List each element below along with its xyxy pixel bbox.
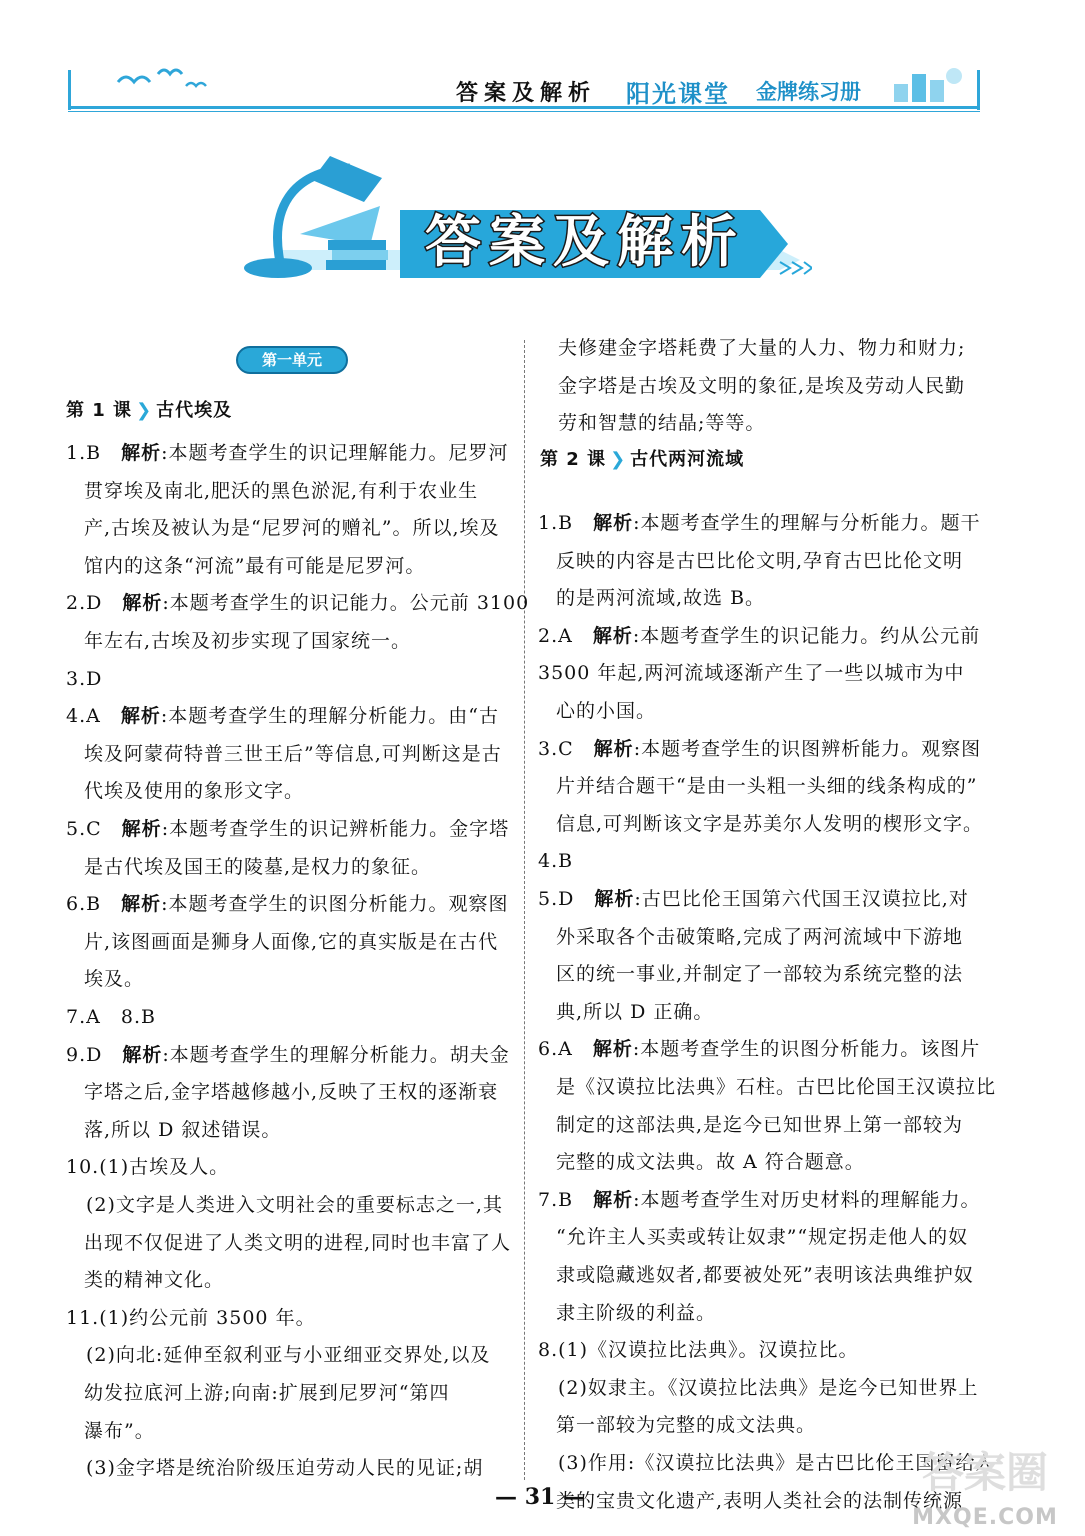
answer-text: 完整的成文法典。故 A 符合题意。 <box>556 1151 865 1174</box>
answer-text: 4.B <box>538 850 574 873</box>
answer-text: 出现不仅促进了人类文明的进程,同时也丰富了人 <box>84 1231 512 1254</box>
title-banner <box>240 150 812 290</box>
watermark <box>900 1440 1070 1530</box>
answer-text: 4.A <box>66 705 121 728</box>
analysis-label: 解析 <box>122 1043 163 1066</box>
running-header <box>68 62 980 112</box>
answer-line <box>84 742 502 766</box>
answer-line <box>66 1456 483 1480</box>
answer-text: 反映的内容是古巴比伦文明,孕育古巴比伦文明 <box>556 549 964 572</box>
answer-line <box>538 511 981 535</box>
answer-line <box>556 699 656 723</box>
answer-text: 落,所以 D 叙述错误。 <box>84 1118 282 1141</box>
answer-text: (3)作用:《汉谟拉比法典》是古巴比伦王国留给人 <box>538 1452 996 1474</box>
answer-line <box>556 1113 963 1137</box>
answer-line <box>84 967 144 991</box>
answer-text: 3.D <box>66 667 103 690</box>
answer-line <box>66 1193 503 1217</box>
answer-text: 5.C <box>66 818 122 840</box>
analysis-label: 解析 <box>593 737 634 760</box>
answer-text: 的是两河流域,故选 B。 <box>556 587 766 610</box>
answer-line <box>556 1225 968 1249</box>
answer-text: 11.(1)约公元前 3500 年。 <box>66 1306 316 1329</box>
answer-text: 类的宝贵文化遗产,表明人类社会的法制传统源 <box>556 1489 964 1512</box>
answer-line <box>558 374 965 398</box>
lesson-number: 第 1 课 <box>66 400 133 421</box>
watermark-logo: 答案圈 <box>921 1448 1048 1497</box>
answer-line <box>538 849 573 873</box>
answer-text: 外采取各个击破策略,完成了两河流域中下游地 <box>556 925 964 948</box>
answer-line <box>84 1231 511 1255</box>
answer-line <box>84 554 425 578</box>
lesson-number: 第 2 课 <box>540 449 607 470</box>
header-rule-thin <box>68 111 980 112</box>
answer-text: 埃及阿蒙荷特普三世王后”等信息,可判断这是古 <box>84 742 502 765</box>
answer-text: “允许主人买卖或转让奴隶”“规定拐走他人的奴 <box>556 1226 969 1249</box>
answer-text: 金字塔是古埃及文明的象征,是埃及劳动人民勤 <box>558 374 966 397</box>
answer-line <box>84 1268 224 1292</box>
answer-text: 隶或隐藏逃奴者,都要被处死”表明该法典维护奴 <box>556 1264 974 1286</box>
answer-line <box>556 925 963 949</box>
answer-line <box>84 516 500 540</box>
answer-text: 信息,可判断该文字是苏美尔人发明的楔形文字。 <box>556 812 984 835</box>
answer-line <box>556 1075 996 1099</box>
answer-text: 区的统一事业,并制定了一部较为系统完整的法 <box>556 963 964 986</box>
answer-line <box>66 441 509 465</box>
lesson-heading <box>540 448 744 472</box>
answer-line <box>84 629 411 653</box>
answer-text: :古巴比伦王国第六代国王汉谟拉比,对 <box>634 888 969 910</box>
answer-line <box>538 737 981 761</box>
lesson-title: 古代埃及 <box>156 400 233 421</box>
answer-text: 埃及。 <box>84 968 145 991</box>
answer-line <box>66 591 529 615</box>
answer-line <box>66 892 509 916</box>
answer-line <box>556 962 963 986</box>
answer-text: 劳和智慧的结晶;等等。 <box>558 412 766 435</box>
answer-text: 典,所以 D 正确。 <box>556 1000 714 1023</box>
answer-text: 6.B <box>66 893 122 916</box>
header-brand: 阳光课堂 <box>626 80 730 108</box>
answer-line <box>556 1263 974 1287</box>
answer-text: (2)向北:延伸至叙利亚与小亚细亚交界处,以及 <box>66 1344 491 1367</box>
header-left-bar <box>68 70 71 110</box>
answer-text: 字塔之后,金字塔越修越小,反映了王权的逐渐衰 <box>84 1081 499 1104</box>
banner-title-text: 答案及解析 <box>425 210 745 275</box>
answer-line <box>556 1150 865 1174</box>
answer-text: (2)奴隶主。《汉谟拉比法典》是迄今已知世界上 <box>538 1376 979 1399</box>
answer-text: 3500 年起,两河流域逐渐产生了一些以城市为中 <box>538 662 965 685</box>
answer-line <box>66 1043 510 1067</box>
analysis-label: 解析 <box>593 1188 634 1211</box>
column-divider <box>524 340 526 1480</box>
analysis-label: 解析 <box>592 624 633 647</box>
answer-text: :本题考查学生的识记能力。公元前 3100 <box>162 592 530 615</box>
answer-text: 瀑布”。 <box>84 1419 155 1442</box>
answer-text: :本题考查学生的理解与分析能力。题干 <box>633 512 981 534</box>
answer-line <box>84 479 478 503</box>
answer-line <box>556 774 977 798</box>
answer-line <box>84 1080 498 1104</box>
answer-line <box>84 930 498 954</box>
analysis-label: 解析 <box>593 512 634 534</box>
answer-text: 2.A <box>538 624 593 647</box>
header-section-title: 答案及解析 <box>456 81 597 106</box>
answer-text: 8.(1)《汉谟拉比法典》。汉谟拉比。 <box>538 1339 859 1362</box>
answer-text: 是古代埃及国王的陵墓,是权力的象征。 <box>84 855 432 878</box>
answer-text: 是《汉谟拉比法典》石柱。古巴比伦国王汉谟拉比 <box>556 1076 997 1098</box>
answer-text: 9.D <box>66 1043 123 1066</box>
answer-text: 6.A <box>538 1038 593 1061</box>
answer-line <box>66 1343 490 1367</box>
answer-line <box>66 817 509 841</box>
analysis-label: 解析 <box>120 705 161 728</box>
answer-line <box>556 1413 816 1437</box>
banner-title <box>400 208 770 278</box>
answer-line <box>538 887 969 911</box>
answer-line <box>84 779 304 803</box>
answer-text: 隶主阶级的利益。 <box>556 1301 717 1324</box>
answer-text: 片,该图画面是狮身人面像,它的真实版是在古代 <box>84 930 499 953</box>
answer-line <box>556 586 765 610</box>
answer-line <box>538 1376 978 1400</box>
answer-text: 1.B <box>538 512 594 534</box>
analysis-label: 解析 <box>121 442 162 464</box>
answer-text: 第一部较为完整的成文法典。 <box>556 1414 817 1437</box>
answer-line <box>66 1155 229 1179</box>
answer-text: :本题考查学生的识图分析能力。观察图 <box>161 893 509 916</box>
answer-text: 馆内的这条“河流”最有可能是尼罗河。 <box>84 554 426 577</box>
analysis-label: 解析 <box>592 1038 633 1061</box>
answer-text: :本题考查学生的理解分析能力。由“古 <box>160 705 499 728</box>
answer-line <box>66 704 499 728</box>
chevron-right-icon: ❯ <box>136 400 153 421</box>
answer-line <box>84 855 431 879</box>
answer-text: 5.D <box>538 888 595 910</box>
answer-text: :本题考查学生的识图辨析能力。观察图 <box>633 737 982 760</box>
answer-text: 幼发拉底河上游;向南:扩展到尼罗河“第四 <box>84 1382 450 1404</box>
answer-text: 年左右,古埃及初步实现了国家统一。 <box>84 630 412 652</box>
answer-text: 产,古埃及被认为是“尼罗河的赠礼”。所以,埃及 <box>84 517 500 540</box>
answer-line <box>538 1338 859 1362</box>
answer-text: 7.B <box>538 1188 594 1211</box>
answer-text: 心的小国。 <box>556 700 657 722</box>
answer-text: 贯穿埃及南北,肥沃的黑色淤泥,有利于农业生 <box>84 479 479 502</box>
answer-text: (2)文字是人类进入文明社会的重要标志之一,其 <box>66 1194 503 1216</box>
answer-text: :本题考查学生对历史材料的理解能力。 <box>633 1188 981 1211</box>
answer-text: 夫修建金字塔耗费了大量的人力、物力和财力; <box>558 337 966 359</box>
answer-line <box>556 549 963 573</box>
answer-text: :本题考查学生的识记辨析能力。金字塔 <box>161 818 510 840</box>
answer-line <box>558 411 765 435</box>
analysis-label: 解析 <box>121 893 162 916</box>
analysis-label: 解析 <box>121 818 162 840</box>
answer-text: :本题考查学生的识记理解能力。尼罗河 <box>161 442 509 464</box>
analysis-label: 解析 <box>122 592 163 615</box>
answer-text: 制定的这部法典,是迄今已知世界上第一部较为 <box>556 1113 964 1136</box>
answer-line <box>538 661 964 685</box>
answer-line <box>558 336 965 360</box>
answer-line <box>538 1037 980 1061</box>
answer-line <box>84 1118 281 1142</box>
answer-line <box>556 812 983 836</box>
answer-line <box>84 1419 155 1443</box>
answer-line <box>538 1188 981 1212</box>
answer-line <box>538 624 980 648</box>
lesson-heading <box>66 399 232 423</box>
answer-line <box>66 667 102 691</box>
answer-text: 代埃及使用的象形文字。 <box>84 780 305 803</box>
unit-badge: 第一单元 <box>236 346 348 374</box>
chevron-right-icon: ❯ <box>610 449 627 470</box>
answer-text: 类的精神文化。 <box>84 1269 225 1292</box>
answer-line <box>556 1000 713 1024</box>
answer-text: 片并结合题干“是由一头粗一头细的线条构成的” <box>556 775 978 798</box>
answer-line <box>66 1005 156 1029</box>
answer-text: 10.(1)古埃及人。 <box>66 1156 230 1179</box>
page-number: — 31 — <box>495 1484 585 1510</box>
answer-line <box>84 1381 450 1405</box>
answer-text: (3)金字塔是统治阶级压迫劳动人民的见证;胡 <box>66 1457 484 1480</box>
answer-text: :本题考查学生的理解分析能力。胡夫金 <box>162 1043 510 1066</box>
header-book-title: 金牌练习册 <box>756 80 861 104</box>
lesson-title: 古代两河流域 <box>630 449 745 470</box>
answer-text: 7.A 8.B <box>66 1006 156 1028</box>
birds-icon <box>108 62 218 98</box>
answer-line <box>66 1306 316 1330</box>
answer-line <box>556 1301 716 1325</box>
answer-text: 3.C <box>538 737 594 760</box>
answer-text: :本题考查学生的识图分析能力。该图片 <box>632 1038 981 1061</box>
answer-text: :本题考查学生的识记能力。约从公元前 <box>632 624 981 647</box>
header-decoration-icon <box>888 62 968 106</box>
answer-text: 1.B <box>66 442 122 464</box>
watermark-url: MXQE.COM <box>912 1505 1058 1530</box>
header-right-bar <box>977 70 980 110</box>
answer-text: 2.D <box>66 592 123 615</box>
analysis-label: 解析 <box>594 888 635 910</box>
